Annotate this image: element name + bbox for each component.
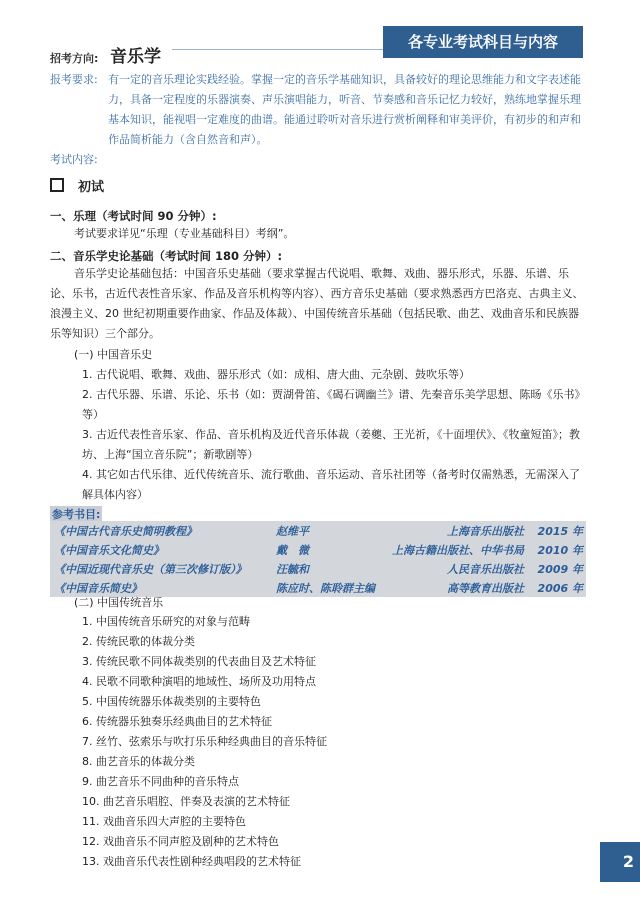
book-year: 2010 年	[537, 544, 583, 557]
list-item: 11. 戏曲音乐四大声腔的主要特色	[82, 815, 246, 828]
section-title: 初试	[78, 180, 105, 195]
list-item: 7. 丝竹、弦索乐与吹打乐乐种经典曲目的音乐特征	[82, 735, 327, 748]
book-name: 《中国音乐简史》	[54, 582, 142, 595]
list-item: 5. 中国传统器乐体裁类别的主要特色	[82, 695, 261, 708]
part1-title: 一、乐理（考试时间 90 分钟）:	[50, 209, 217, 223]
requirement-label: 报考要求:	[50, 73, 98, 86]
book-publisher: 上海古籍出版社、中华书局	[392, 544, 524, 557]
list-item: 9. 曲艺音乐不同曲种的音乐特点	[82, 775, 239, 788]
page-number: 2	[600, 842, 640, 882]
sub1-list	[82, 365, 588, 505]
book-name: 《中国音乐文化简史》	[54, 544, 164, 557]
section-banner: 各专业考试科目与内容	[383, 26, 583, 58]
table-row	[50, 559, 586, 578]
reference-books-title: 参考书目:	[52, 508, 101, 521]
list-item: 1. 中国传统音乐研究的对象与范畴	[82, 615, 250, 628]
list-item: 3. 古近代表性音乐家、作品、音乐机构及近代音乐体裁（姜夔、王光祈，《十面埋伏》、《牧童短笛》；教坊、上海“国立音乐院”；新歌剧等）	[82, 428, 580, 461]
list-item: 4. 其它如古代乐律、近代传统音乐、流行歌曲、音乐运动、音乐社团等（备考时仅需熟悉，无需深入了解具体内容）	[82, 468, 580, 501]
book-author: 汪毓和	[276, 563, 309, 576]
sub2-list	[82, 612, 327, 872]
list-item: 12. 戏曲音乐不同声腔及剧种的艺术特色	[82, 835, 279, 848]
section-heading	[50, 176, 104, 195]
requirement-text: 有一定的音乐理论实践经验。掌握一定的音乐学基础知识，具备较好的理论思维能力和文字表述能力，具备一定程度的乐器演奏、声乐演唱能力，听音、节奏感和音乐记忆力较好，熟练地掌握乐理基本知识，能视唱一定难度的曲谱。能通过聆听对音乐进行赏析阐释和审美评价，有初步的和声和作品简析能力（含自然音和声）。	[108, 73, 581, 146]
list-item: 13. 戏曲音乐代表性剧种经典唱段的艺术特征	[82, 855, 301, 868]
list-item: 2. 传统民歌的体裁分类	[82, 635, 195, 648]
book-publisher: 上海音乐出版社	[447, 525, 524, 538]
book-year: 2006 年	[537, 582, 583, 595]
book-author: 戴 微	[276, 544, 309, 557]
table-row	[50, 540, 586, 559]
checkbox-square-icon	[50, 178, 64, 192]
part2-text: 音乐学史论基础包括：中国音乐史基础（要求掌握古代说唱、歌舞、戏曲、器乐形式，乐器、乐谱、乐论、乐书，古近代表性音乐家、作品及音乐机构等内容）、西方音乐史基础（要求熟悉西方巴洛克、古典主义、浪漫主义、20 世纪初期重要作曲家、作品及体裁）、中国传统音乐基础（包括民歌、曲艺、戏曲音乐和民族器乐等知识）三个部分。	[50, 267, 584, 340]
book-publisher: 高等教育出版社	[447, 582, 524, 595]
book-name: 《中国古代音乐史简明教程》	[54, 525, 197, 538]
sub1-title: (一) 中国音乐史	[74, 348, 153, 361]
dept-value: 音乐学	[110, 47, 161, 67]
dept-label: 招考方向:	[50, 52, 99, 65]
requirement-block	[50, 70, 590, 150]
book-name: 《中国近现代音乐史（第三次修订版）》	[54, 563, 247, 576]
sub2-title: (二) 中国传统音乐	[74, 596, 164, 609]
content-label: 考试内容:	[50, 153, 98, 166]
book-author: 赵维平	[276, 525, 309, 538]
list-item: 2. 古代乐器、乐谱、乐论、乐书（如：贾湖骨笛、《碣石调幽兰》谱、先秦音乐美学思想、陈旸《乐书》等）	[82, 388, 586, 421]
list-item: 6. 传统器乐独奏乐经典曲目的艺术特征	[82, 715, 272, 728]
book-year: 2015 年	[537, 525, 583, 538]
list-item: 8. 曲艺音乐的体裁分类	[82, 755, 195, 768]
book-publisher: 人民音乐出版社	[447, 563, 524, 576]
list-item: 1. 古代说唱、歌舞、戏曲、器乐形式（如：成相、唐大曲、元杂剧、鼓吹乐等）	[82, 368, 470, 381]
reference-books-table	[50, 521, 586, 597]
book-year: 2009 年	[537, 563, 583, 576]
table-row	[50, 521, 586, 540]
list-item: 10. 曲艺音乐唱腔、伴奏及表演的艺术特征	[82, 795, 290, 808]
part1-text: 考试要求详见“乐理（专业基础科目）考纲”。	[74, 227, 295, 240]
book-author: 陈应时、陈聆群主编	[276, 582, 375, 595]
list-item: 4. 民歌不同歌种演唱的地域性、场所及功用特点	[82, 675, 316, 688]
part2-title: 二、音乐学史论基础（考试时间 180 分钟）:	[50, 249, 283, 263]
list-item: 3. 传统民歌不同体裁类别的代表曲目及艺术特征	[82, 655, 316, 668]
